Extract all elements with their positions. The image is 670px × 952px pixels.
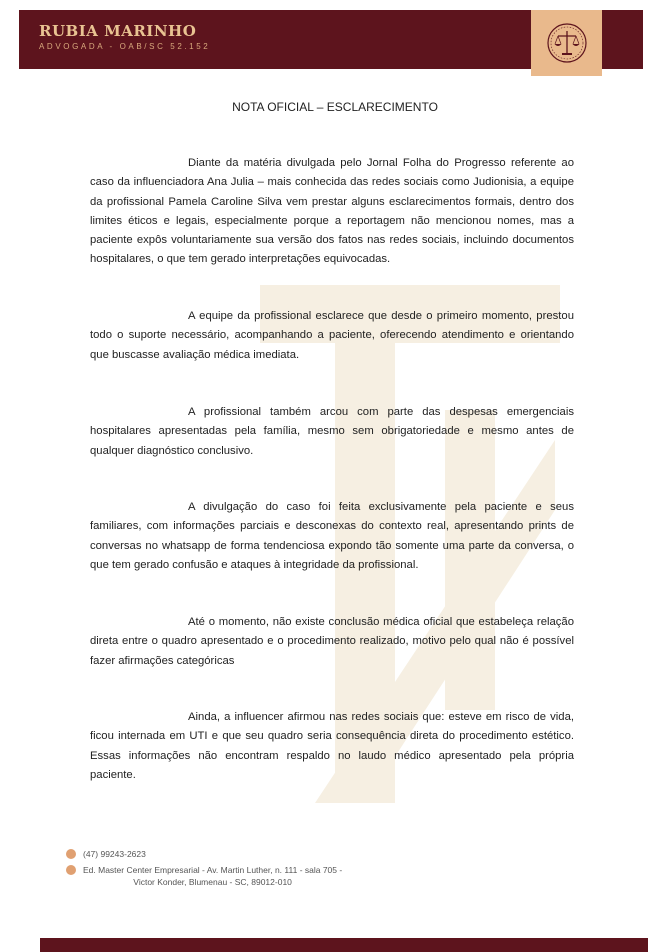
paragraph-3: A profissional também arcou com parte das despesas emergenciais hospitalares apresentadas pela família, mesmo sem obrigatoriedade e mesmo antes de qualquer diagnóstico conclusivo. (90, 406, 574, 457)
paragraph-2: A equipe da profissional esclarece que desde o primeiro momento, prestou todo o suporte necessário, acompanhando a paciente, oferecendo atendimento e orientando que buscasse avaliação médica imediata. (90, 310, 574, 361)
paragraph-6: Ainda, a influencer afirmou nas redes sociais que: esteve em risco de vida, ficou internada em UTI e que seu quadro seria consequência direta do procedimento estético. Essas informações não encontram respaldo no laudo médico apresentado pela própria paciente. (90, 711, 574, 781)
scales-of-justice-icon (545, 21, 589, 65)
paragraph-1: Diante da matéria divulgada pelo Jornal Folha do Progresso referente ao caso da influenciadora Ana Julia – mais conhecida das redes sociais como Judionisia, a equipe da profissional Pamela Caroline Silva vem prestar alguns esclarecimentos formais, dentro dos limites éticos e legais, especialmente porque a reportagem não mencionou nomes, mas a paciente expôs voluntariamente sua versão dos fatos nas redes sociais, incluindo documentos hospitalares, o que tem gerado interpretações equivocadas. (90, 157, 574, 266)
brand-name: RUBIA MARINHO (39, 22, 197, 40)
footer-address (66, 864, 342, 888)
address-line-1: Ed. Master Center Empresarial - Av. Martin Luther, n. 111 - sala 705 - (83, 865, 343, 875)
footer-phone (66, 848, 146, 860)
document-title: NOTA OFICIAL – ESCLARECIMENTO (232, 100, 438, 114)
address-block (83, 864, 342, 888)
address-line-2: Victor Konder, Blumenau - SC, 89012-010 (133, 877, 292, 887)
paragraph-5: Até o momento, não existe conclusão médica oficial que estabeleça relação direta entre o quadro apresentado e o procedimento realizado, motivo pelo qual não é possível fazer afirmações categóricas (90, 616, 574, 667)
paragraph-4: A divulgação do caso foi feita exclusivamente pela paciente e seus familiares, com informações parciais e desconexas do contexto real, apresentando prints de conversas no whatsapp de forma tendenciosa expondo tão somente uma parte da conversa, o que tem gerado confusão e ataques à integridade da profissional. (90, 501, 574, 571)
location-icon (66, 865, 76, 875)
phone-text: (47) 99243-2623 (83, 849, 146, 859)
brand-subtitle: ADVOGADA - OAB/SC 52.152 (39, 42, 211, 51)
footer-bar (40, 938, 648, 952)
logo (531, 10, 602, 76)
phone-icon (66, 849, 76, 859)
